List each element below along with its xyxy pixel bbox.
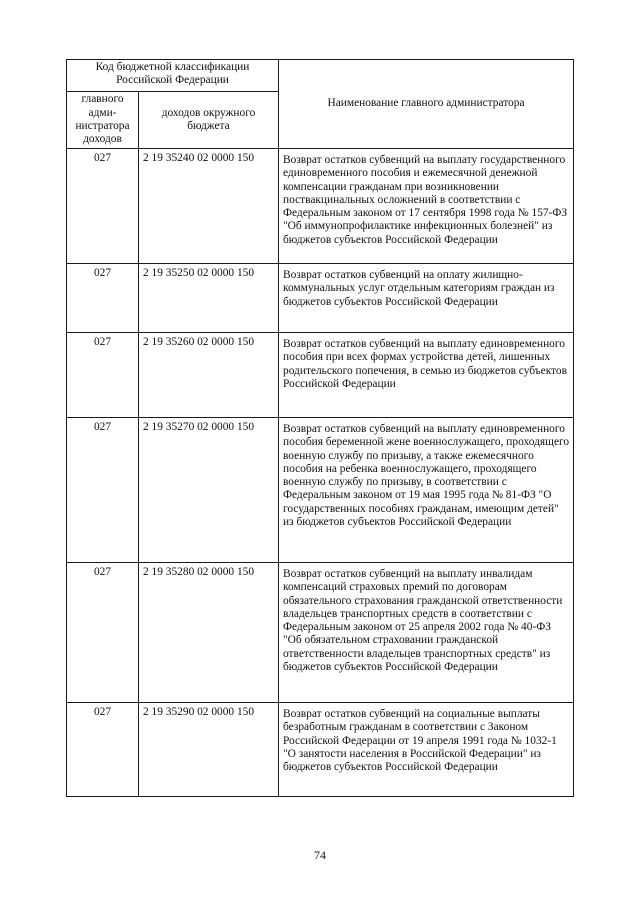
budget-code-cell: 2 19 35280 02 0000 150 [139,563,279,703]
table-row [67,703,574,797]
table-row [67,563,574,703]
table-row [67,264,574,333]
budget-classification-table [66,59,574,797]
administrator-name-cell: Возврат остатков субвенций на выплату единовременного пособия при всех формах устройства детей, лишенных родительского попечения, в семью из бюджетов субъектов Российской Федерации [279,333,574,418]
budget-code-cell: 2 19 35250 02 0000 150 [139,264,279,333]
administrator-name-cell: Возврат остатков субвенций на выплату единовременного пособия беременной жене военнослужащего, проходящего военную службу по призыву, а также ежемесячного пособия на ребенка военнослужащего, проходящего военную службу по призыву, в соответствии с Федеральным законом от 19 мая 1995 года № 81-ФЗ "О государственных пособиях гражданам, имеющим детей" из бюджетов субъектов Российской Федерации [279,418,574,563]
table-row [67,333,574,418]
header-column-admin: главного адми-нистратора доходов [67,92,139,149]
administrator-name-cell: Возврат остатков субвенций на оплату жилищно-коммунальных услуг отдельным категориям граждан из бюджетов субъектов Российской Федерации [279,264,574,333]
header-group-title: Код бюджетной классификации Российской Федерации [67,60,279,92]
table-body [67,60,574,797]
admin-code-cell: 027 [67,149,139,264]
budget-code-cell: 2 19 35260 02 0000 150 [139,333,279,418]
header-row-top [67,60,574,92]
administrator-name-cell: Возврат остатков субвенций на социальные выплаты безработным гражданам в соответствии с Законом Российской Федерации от 19 апреля 1991 года № 1032-1 "О занятости населения в Российской Федерации" из бюджетов субъектов Российской Федерации [279,703,574,797]
header-column-name: Наименование главного администратора [279,60,574,149]
admin-code-cell: 027 [67,703,139,797]
admin-code-cell: 027 [67,563,139,703]
admin-code-cell: 027 [67,333,139,418]
budget-code-cell: 2 19 35270 02 0000 150 [139,418,279,563]
admin-code-cell: 027 [67,264,139,333]
administrator-name-cell: Возврат остатков субвенций на выплату государственного единовременного пособия и ежемесячной денежной компенсации гражданам при возникновении поствакцинальных осложнений в соответствии с Федеральным законом от 17 сентября 1998 года № 157-ФЗ "Об иммунопрофилактике инфекционных болезней" из бюджетов субъектов Российской Федерации [279,149,574,264]
page-number: 74 [314,848,326,862]
administrator-name-cell: Возврат остатков субвенций на выплату инвалидам компенсаций страховых премий по договорам обязательного страхования гражданской ответственности владельцев транспортных средств в соответствии с Федеральным законом от 25 апреля 2002 года № 40-ФЗ "Об обязательном страховании гражданской ответственности владельцев транспортных средств" из бюджетов субъектов Российской Федерации [279,563,574,703]
header-column-code: доходов окружного бюджета [139,92,279,149]
budget-code-cell: 2 19 35290 02 0000 150 [139,703,279,797]
budget-code-cell: 2 19 35240 02 0000 150 [139,149,279,264]
table-row [67,418,574,563]
table-row [67,149,574,264]
admin-code-cell: 027 [67,418,139,563]
